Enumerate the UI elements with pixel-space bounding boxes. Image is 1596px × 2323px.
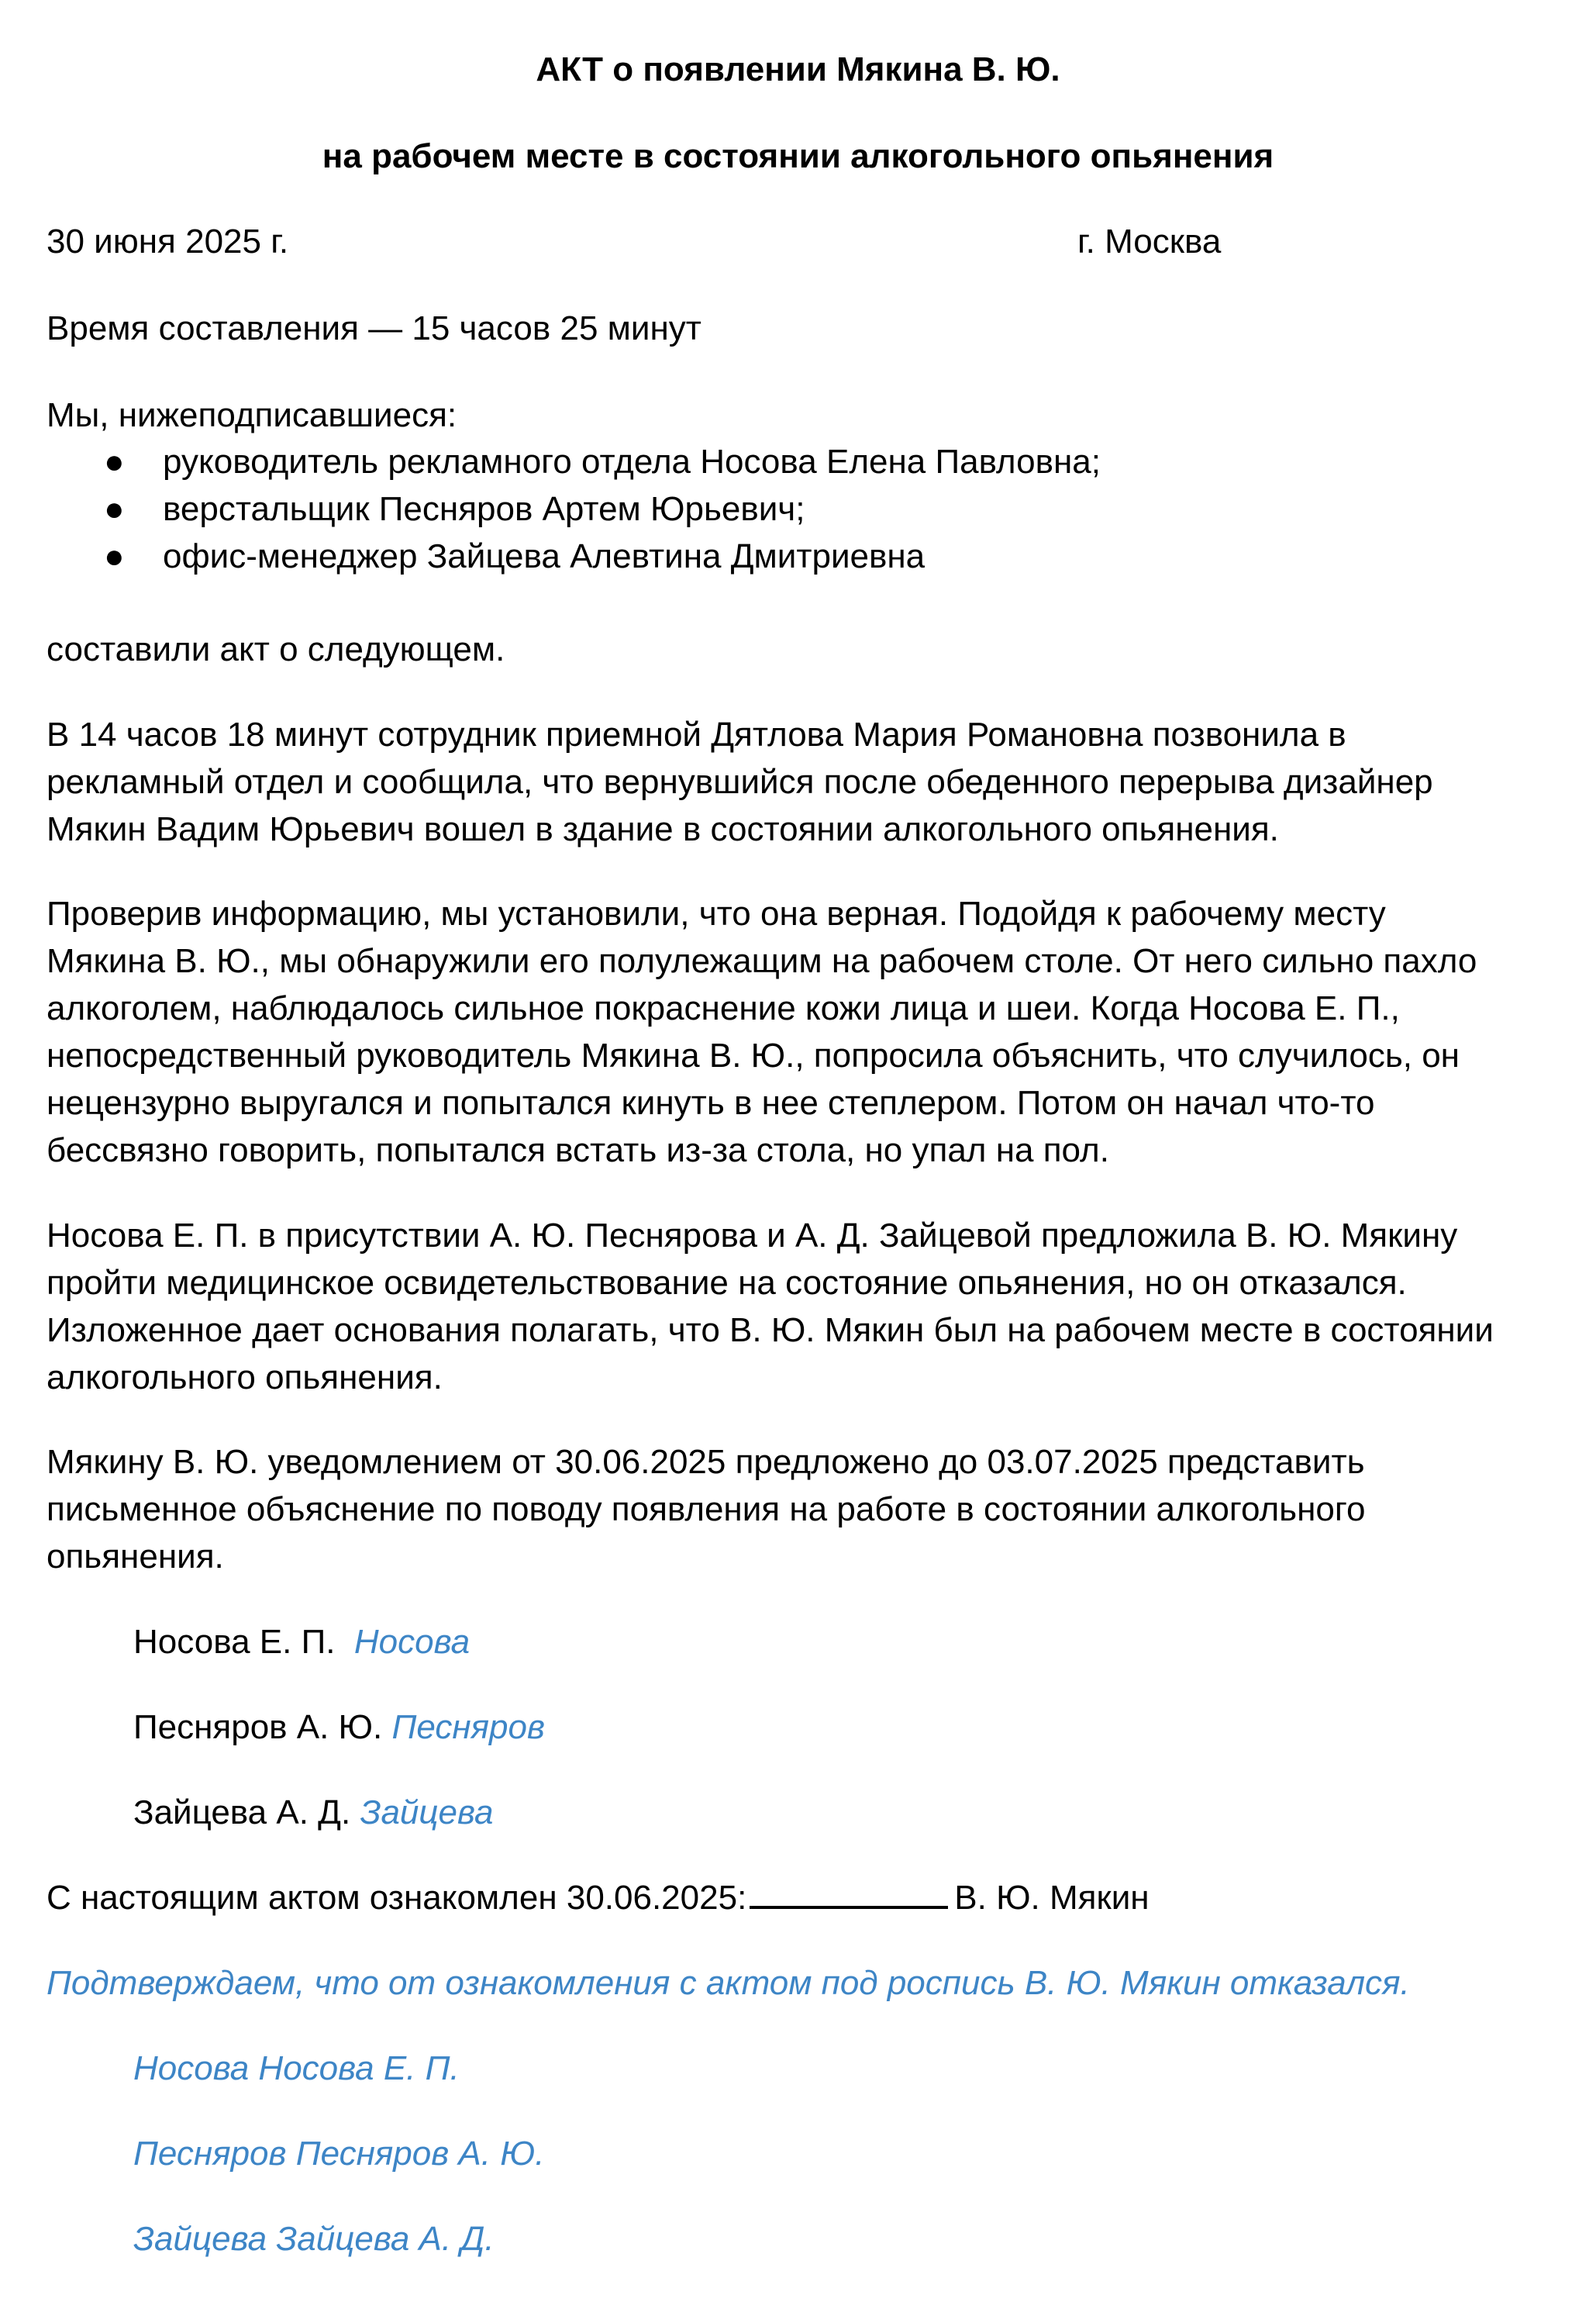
signature-row <box>133 1790 493 1836</box>
paragraph-line: алкогольного опьянения. <box>47 1358 443 1396</box>
intro-text: Мы, нижеподписавшиеся: <box>47 396 457 434</box>
paragraph-line: Мякин Вадим Юрьевич вошел в здание в состоянии алкогольного опьянения. <box>47 810 1279 848</box>
refusal-signature: Зайцева Зайцева А. Д. <box>133 2220 495 2258</box>
document-date: 30 июня 2025 г. <box>47 223 289 261</box>
refusal-signature: Песняров Песняров А. Ю. <box>133 2135 545 2173</box>
paragraph-line: алкоголем, наблюдалось сильное покраснение кожи лица и шеи. Когда Носова Е. П., <box>47 989 1400 1027</box>
title-line-1: АКТ о появлении Мякина В. Ю. <box>536 50 1060 88</box>
bullet-icon: ● <box>104 443 125 481</box>
acquaintance-text: С настоящим актом ознакомлен 30.06.2025: <box>47 1879 747 1917</box>
paragraph-line: рекламный отдел и сообщила, что вернувшийся после обеденного перерыва дизайнер <box>47 763 1433 801</box>
refusal-statement: Подтверждаем, что от ознакомления с актом под роспись В. Ю. Мякин отказался. <box>47 1964 1410 2002</box>
member-label: руководитель рекламного отдела Носова Елена Павловна; <box>163 443 1101 481</box>
paragraph-line: Носова Е. П. в присутствии А. Ю. Песнярова и А. Д. Зайцевой предложила В. Ю. Мякину <box>47 1217 1458 1255</box>
bullet-icon: ● <box>104 537 125 575</box>
signer-name: Песняров А. Ю. <box>133 1708 383 1746</box>
signature-blank <box>750 1879 948 1909</box>
paragraph-line: Изложенное дает основания полагать, что В. Ю. Мякин был на рабочем месте в состоянии <box>47 1311 1494 1349</box>
title-line-2: на рабочем месте в состоянии алкогольного опьянения <box>322 137 1274 175</box>
signature-row <box>133 1704 545 1751</box>
paragraph-line: В 14 часов 18 минут сотрудник приемной Дятлова Мария Романовна позвонила в <box>47 716 1346 754</box>
paragraph-line: пройти медицинское освидетельствование на состояние опьянения, но он отказался. <box>47 1264 1407 1302</box>
handwritten-signature: Песняров <box>391 1708 545 1746</box>
handwritten-signature: Зайцева <box>360 1793 494 1831</box>
compiled-text: составили акт о следующем. <box>47 630 505 668</box>
signature-row <box>133 1619 470 1665</box>
paragraph-line: Проверив информацию, мы установили, что она верная. Подойдя к рабочему месту <box>47 895 1386 933</box>
paragraph-line: бессвязно говорить, попытался встать из-за стола, но упал на пол. <box>47 1131 1109 1169</box>
refusal-signature: Носова Носова Е. П. <box>133 2049 460 2087</box>
paragraph-line: Мякину В. Ю. уведомлением от 30.06.2025 предложено до 03.07.2025 представить <box>47 1443 1365 1481</box>
paragraph-line: опьянения. <box>47 1538 224 1576</box>
acquaintance-line <box>47 1875 1150 1921</box>
member-label: верстальщик Песняров Артем Юрьевич; <box>163 490 805 528</box>
acquaintance-name: В. Ю. Мякин <box>954 1879 1150 1917</box>
bullet-icon: ● <box>104 490 125 528</box>
paragraph-line: непосредственный руководитель Мякина В. Ю., попросила объяснить, что случилось, он <box>47 1037 1460 1075</box>
paragraph-line: нецензурно выругался и попытался кинуть в нее степлером. Потом он начал что-то <box>47 1084 1375 1122</box>
signer-name: Зайцева А. Д. <box>133 1793 351 1831</box>
member-label: офис-менеджер Зайцева Алевтина Дмитриевна <box>163 537 926 575</box>
handwritten-signature: Носова <box>353 1623 471 1661</box>
signer-name: Носова Е. П. <box>133 1623 336 1661</box>
paragraph-line: письменное объяснение по поводу появления на работе в состоянии алкогольного <box>47 1490 1366 1528</box>
document-city: г. Москва <box>1077 223 1222 261</box>
compilation-time: Время составления — 15 часов 25 минут <box>47 309 701 347</box>
paragraph-line: Мякина В. Ю., мы обнаружили его полулежащим на рабочем столе. От него сильно пахло <box>47 942 1477 980</box>
